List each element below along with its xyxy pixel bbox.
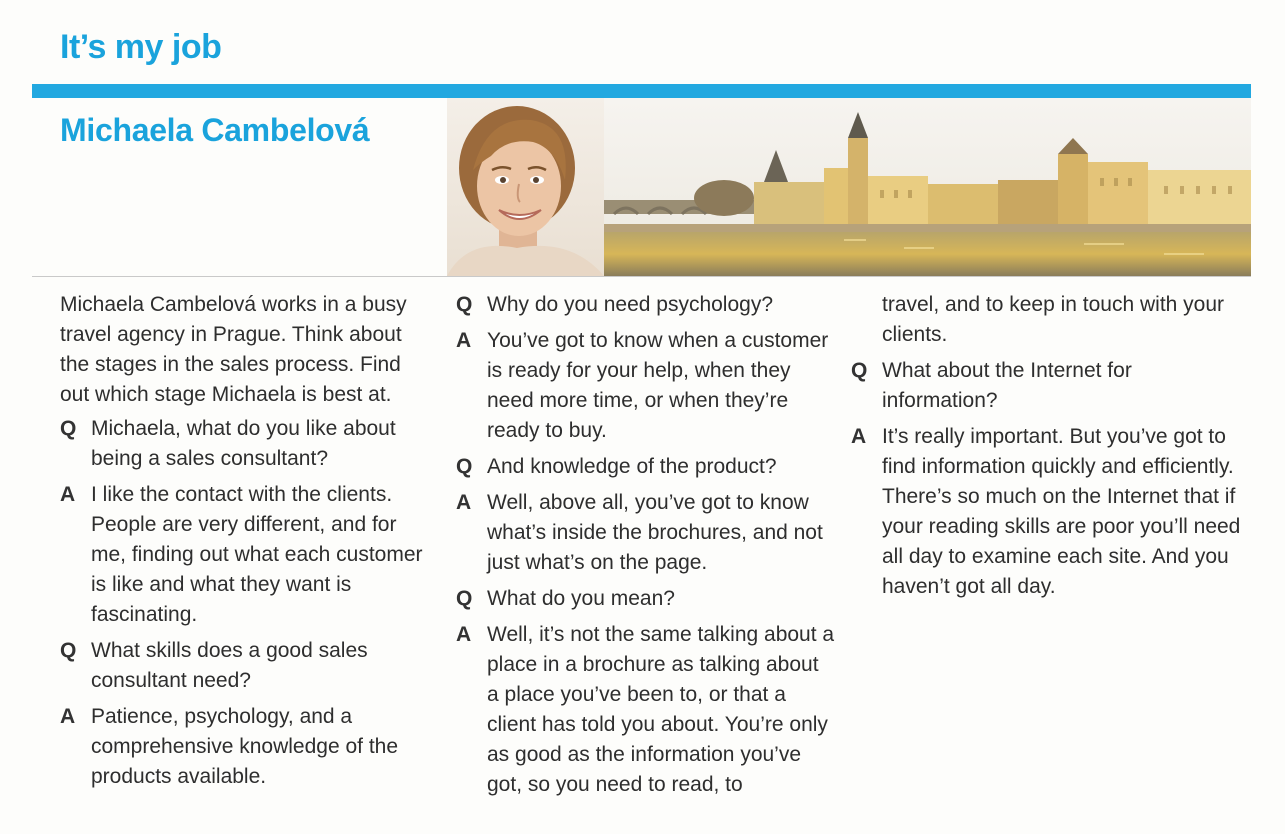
answer-item — [60, 480, 430, 630]
question-item — [456, 452, 836, 482]
answer-mark: A — [60, 483, 76, 506]
cityscape-illustration — [604, 98, 1251, 276]
question-mark: Q — [60, 639, 77, 662]
question-mark: Q — [456, 455, 473, 478]
answer-text: Well, it’s not the same talking about a place in a brochure as talking about a place you’ve been to, or that a client has told you about. You’re only as good as the information you’ve got, so you need to read, to — [487, 623, 835, 796]
text-column-2 — [456, 290, 836, 806]
answer-item — [851, 422, 1241, 602]
answer-text: It’s really important. But you’ve got to find information quickly and efficiently. There’s so much on the Internet that if your reading skills are poor you’ll need all day to examine each site. And you haven’t got all day. — [882, 425, 1241, 598]
answer-text: I like the contact with the clients. People are very different, and for me, finding out what each customer is like and what they want is fascinating. — [91, 483, 423, 626]
header-divider — [32, 276, 1251, 277]
intro-paragraph: Michaela Cambelová works in a busy travel agency in Prague. Think about the stages in the sales process. Find out which stage Michaela is best at. — [60, 293, 407, 406]
question-text: Why do you need psychology? — [487, 293, 774, 316]
text-column-3 — [851, 290, 1241, 608]
answer-item — [456, 620, 836, 800]
answer-text: Well, above all, you’ve got to know what’s inside the brochures, and not just what’s on the page. — [487, 491, 823, 574]
portrait-photo — [447, 98, 604, 276]
answer-mark: A — [60, 705, 76, 728]
portrait-illustration — [447, 98, 604, 276]
text-column-1 — [60, 290, 430, 798]
answer-item — [456, 326, 836, 446]
question-text: And knowledge of the product? — [487, 455, 777, 478]
answer-mark: A — [851, 425, 867, 448]
question-mark: Q — [456, 587, 473, 610]
question-text: What about the Internet for information? — [882, 359, 1132, 412]
question-mark: Q — [60, 417, 77, 440]
question-item — [456, 290, 836, 320]
question-item — [456, 584, 836, 614]
section-label: It’s my job — [60, 28, 222, 66]
interviewee-name: Michaela Cambelová — [60, 112, 370, 148]
question-text: What skills does a good sales consultant need? — [91, 639, 368, 692]
question-text: What do you mean? — [487, 587, 675, 610]
prague-cityscape-photo — [604, 98, 1251, 276]
answer-text: You’ve got to know when a customer is ready for your help, when they need more time, or when they’re ready to buy. — [487, 329, 829, 442]
question-item — [60, 636, 430, 696]
answer-mark: A — [456, 329, 472, 352]
answer-item — [60, 702, 430, 792]
question-item — [851, 356, 1241, 416]
header-accent-bar — [32, 84, 1251, 98]
answer-mark: A — [456, 623, 472, 646]
answer-text: Patience, psychology, and a comprehensive knowledge of the products available. — [91, 705, 399, 788]
question-text: Michaela, what do you like about being a sales consultant? — [91, 417, 396, 470]
answer-item — [456, 488, 836, 578]
answer-mark: A — [456, 491, 472, 514]
question-mark: Q — [851, 359, 868, 382]
question-mark: Q — [456, 293, 473, 316]
answer-continuation: travel, and to keep in touch with your clients. — [882, 293, 1225, 346]
question-item — [60, 414, 430, 474]
